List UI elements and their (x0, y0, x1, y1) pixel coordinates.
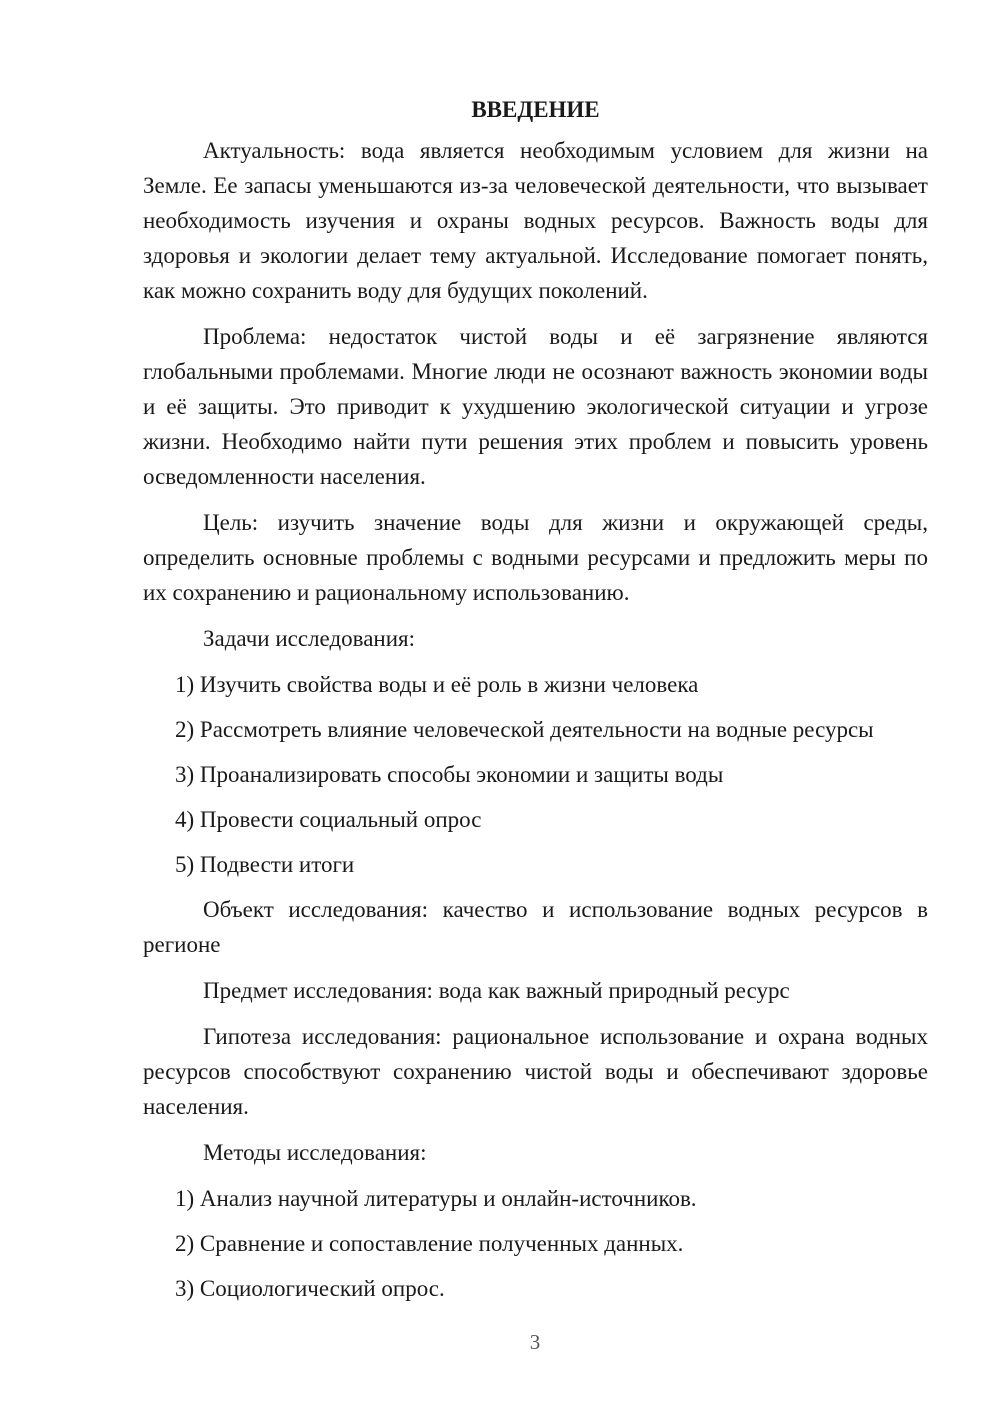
list-item: 4) Провести социальный опрос (175, 807, 482, 832)
page-title: ВВЕДЕНИЕ (471, 97, 600, 122)
document-page (143, 92, 928, 1316)
list-item: 3) Проанализировать способы экономии и защиты воды (175, 762, 724, 787)
methods-list (143, 1181, 928, 1306)
list-item: 1) Изучить свойства воды и её роль в жизни человека (175, 672, 699, 697)
object-paragraph: Объект исследования: качество и использование водных ресурсов в регионе (143, 897, 928, 957)
tasks-heading: Задачи исследования: (203, 626, 416, 651)
problem-paragraph: Проблема: недостаток чистой воды и её загрязнение являются глобальными проблемами. Многие люди не осознают важность экономии воды и её защиты. Это приводит к ухудшению экологической ситуации и угрозе жизни. Необходимо найти пути решения этих проблем и повысить уровень осведомленности населения. (143, 324, 928, 489)
goal-paragraph: Цель: изучить значение воды для жизни и окружающей среды, определить основные проблемы с водными ресурсами и предложить меры по их сохранению и рациональному использованию. (143, 510, 928, 605)
methods-heading: Методы исследования: (203, 1140, 427, 1165)
subject-paragraph: Предмет исследования: вода как важный природный ресурс (203, 978, 790, 1003)
list-item: 1) Анализ научной литературы и онлайн-источников. (175, 1186, 697, 1211)
list-item: 2) Сравнение и сопоставление полученных данных. (175, 1231, 684, 1256)
relevance-paragraph: Актуальность: вода является необходимым условием для жизни на Земле. Ее запасы уменьшаются из-за человеческой деятельности, что вызывает необходимость изучения и охраны водных ресурсов. Важность воды для здоровья и экологии делает тему актуальной. Исследование помогает понять, как можно сохранить воду для будущих поколений. (143, 138, 928, 303)
page-number: 3 (529, 1330, 541, 1354)
hypothesis-paragraph: Гипотеза исследования: рациональное использование и охрана водных ресурсов способствуют сохранению чистой воды и обеспечивают здоровье населения. (143, 1024, 928, 1119)
tasks-list (143, 667, 928, 882)
list-item: 2) Рассмотреть влияние человеческой деятельности на водные ресурсы (175, 717, 874, 742)
list-item: 3) Социологический опрос. (175, 1276, 445, 1301)
list-item: 5) Подвести итоги (175, 852, 355, 877)
